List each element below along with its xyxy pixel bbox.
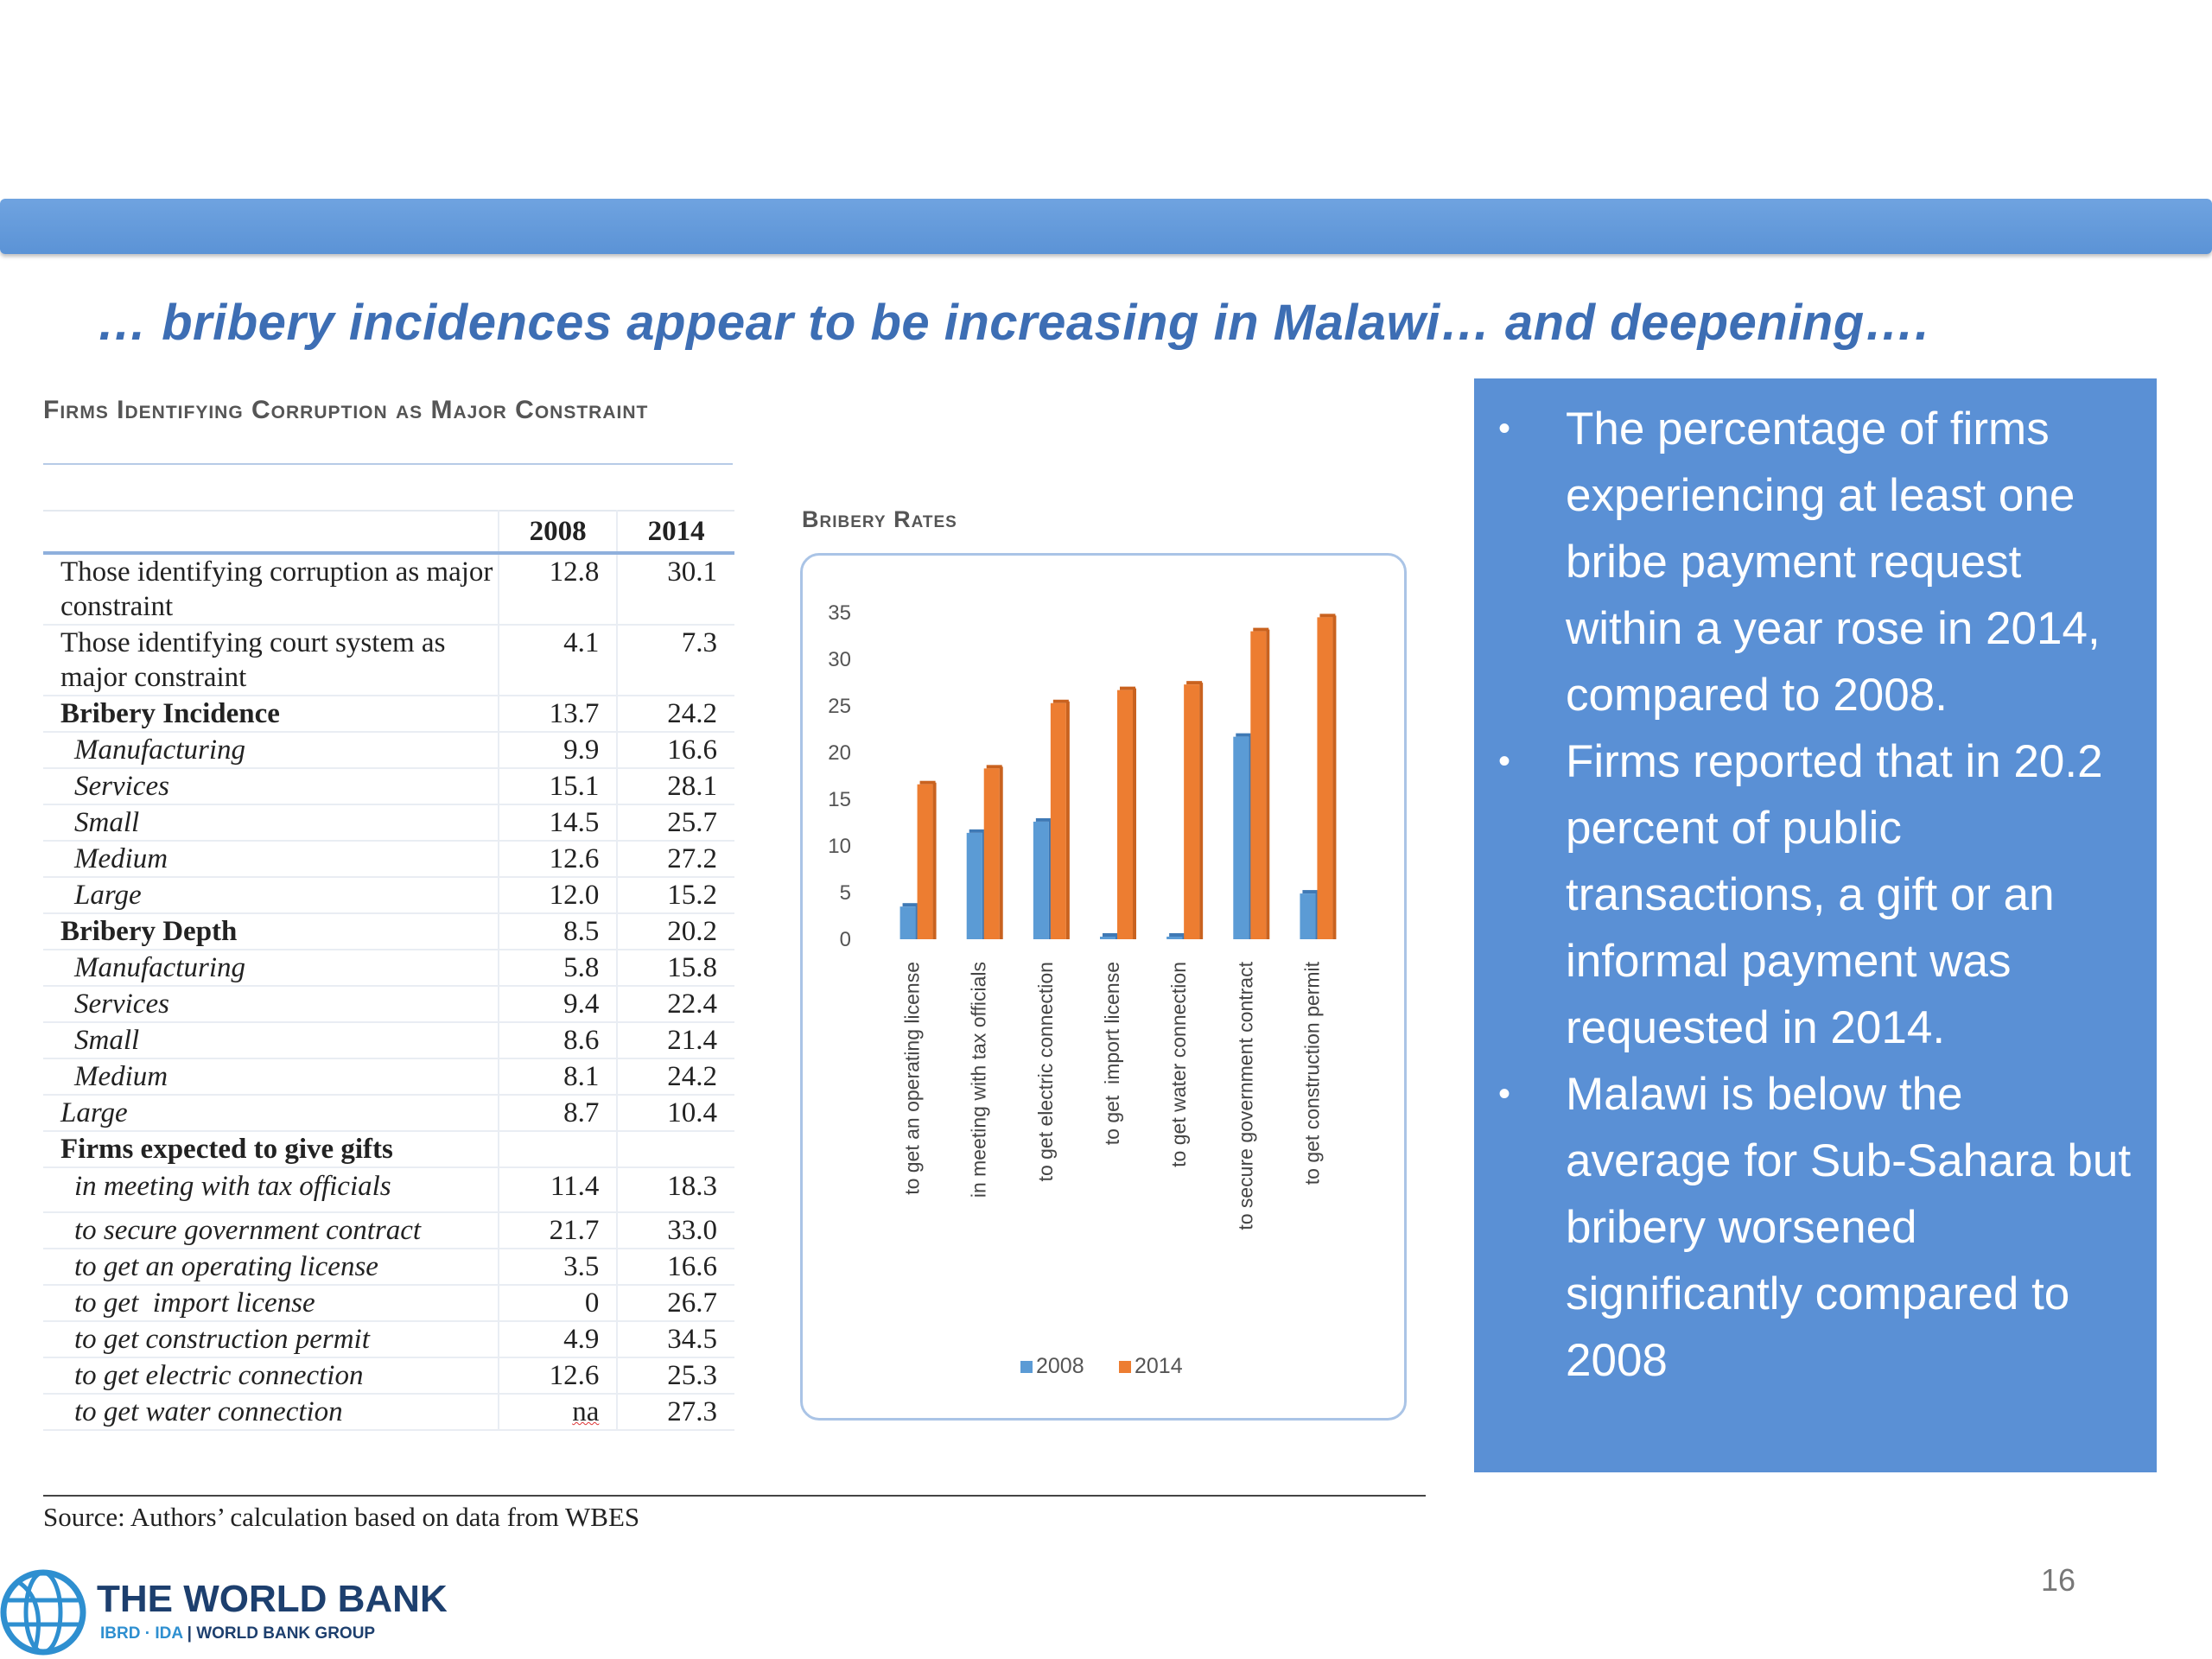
row-value-2008 [499, 1131, 617, 1167]
row-label: Those identifying court system as major constraint [43, 625, 499, 696]
y-tick-label: 0 [839, 928, 851, 951]
row-value-2014: 26.7 [617, 1285, 734, 1321]
row-value-2008: 8.5 [499, 913, 617, 950]
bar-2008 [1100, 937, 1116, 939]
y-tick-label: 10 [828, 835, 851, 858]
row-value-2008: 13.7 [499, 696, 617, 732]
table-header-2014: 2014 [617, 511, 734, 553]
table-row [43, 625, 734, 696]
row-label: in meeting with tax officials [43, 1167, 499, 1212]
x-category-label: to get an operating license [900, 962, 924, 1195]
corruption-table [43, 510, 734, 1431]
bar-2014 [1184, 684, 1199, 939]
row-label: Large [43, 1095, 499, 1131]
table-title: Firms Identifying Corruption as Major Constraint [43, 396, 649, 424]
bar-side-2014 [1133, 689, 1136, 939]
row-value-2014 [617, 1131, 734, 1167]
row-value-2008: 0 [499, 1285, 617, 1321]
y-tick-label: 30 [828, 648, 851, 671]
row-value-2014: 25.7 [617, 804, 734, 841]
row-label: Firms expected to give gifts [43, 1131, 499, 1167]
table-row [43, 696, 734, 732]
legend-swatch-2008 [1020, 1361, 1033, 1373]
row-value-2014: 25.3 [617, 1357, 734, 1394]
row-value-2014: 24.2 [617, 1058, 734, 1095]
bullet-icon: • [1498, 410, 1511, 448]
row-label: to secure government contract [43, 1212, 499, 1249]
bar-2008 [900, 906, 916, 939]
summary-bullet [1474, 728, 2139, 1061]
row-value-2014: 21.4 [617, 1022, 734, 1058]
source-note: Source: Authors’ calculation based on data from WBES [43, 1502, 640, 1532]
row-label: Bribery Depth [43, 913, 499, 950]
row-label: Services [43, 986, 499, 1022]
bullet-text: The percentage of firms experiencing at least one bribe payment request within a year rose in 2014, compared to 2008. [1566, 404, 2101, 721]
x-category-label: to get construction permit [1300, 962, 1324, 1185]
row-value-2014: 22.4 [617, 986, 734, 1022]
row-value-2014: 20.2 [617, 913, 734, 950]
logo-name: THE WORLD BANK [97, 1578, 448, 1620]
bullet-text: Malawi is below the average for Sub-Sahara but bribery worsened significantly compared to 2008 [1566, 1069, 2132, 1386]
row-label: Medium [43, 841, 499, 877]
row-value-2014: 28.1 [617, 768, 734, 804]
row-label: Medium [43, 1058, 499, 1095]
row-label: Bribery Incidence [43, 696, 499, 732]
summary-panel [1474, 378, 2157, 1472]
summary-bullet [1474, 1061, 2139, 1394]
bar-2008 [1300, 893, 1315, 939]
row-value-2008: 15.1 [499, 768, 617, 804]
x-category-label: to get water connection [1167, 962, 1191, 1167]
slide-headline: … bribery incidences appear to be increasing in Malawi… and deepening…. [97, 295, 1929, 351]
table-header-2008: 2008 [499, 511, 617, 553]
row-label: to get construction permit [43, 1321, 499, 1357]
logo-sub-prefix: IBRD · IDA [100, 1624, 183, 1643]
row-value-2008: 12.0 [499, 877, 617, 913]
table-row [43, 1167, 734, 1212]
x-category-label: to get electric connection [1033, 962, 1057, 1182]
row-value-2014: 18.3 [617, 1167, 734, 1212]
bribery-rates-chart [803, 556, 1404, 1418]
table-row [43, 804, 734, 841]
table-row [43, 1357, 734, 1394]
table-row [43, 841, 734, 877]
bullet-icon: • [1498, 742, 1511, 780]
table-row [43, 1285, 734, 1321]
table-row [43, 1212, 734, 1249]
bar-side-2014 [1332, 615, 1336, 939]
row-value-2008: 9.9 [499, 732, 617, 768]
bar-side-2014 [1066, 702, 1070, 939]
table-row [43, 877, 734, 913]
row-value-2008: 4.1 [499, 625, 617, 696]
row-value-2008: 21.7 [499, 1212, 617, 1249]
row-value-2008-cell [499, 1394, 617, 1430]
header-band [0, 199, 2212, 254]
table-header-row [43, 511, 734, 553]
row-value-2014: 15.2 [617, 877, 734, 913]
x-category-label: to secure government contract [1234, 962, 1257, 1230]
row-value-2014: 30.1 [617, 553, 734, 625]
bar-2008 [1033, 822, 1049, 939]
summary-list [1474, 378, 2157, 1394]
table-header-label [43, 511, 499, 553]
y-tick-label: 5 [839, 881, 851, 905]
table-row [43, 1131, 734, 1167]
world-bank-globe-icon [0, 1566, 95, 1659]
row-label: to get an operating license [43, 1249, 499, 1285]
row-value-2008: 5.8 [499, 950, 617, 986]
row-value-2014: 34.5 [617, 1321, 734, 1357]
row-label: to get import license [43, 1285, 499, 1321]
bar-2008 [1233, 737, 1249, 939]
row-label: Large [43, 877, 499, 913]
y-tick-label: 15 [828, 788, 851, 811]
row-value-2014: 16.6 [617, 732, 734, 768]
row-value-2014: 16.6 [617, 1249, 734, 1285]
bar-2014 [1051, 703, 1066, 939]
bar-2008 [967, 833, 982, 939]
bar-2014 [1117, 690, 1133, 939]
table-row [43, 1394, 734, 1430]
table-row [43, 913, 734, 950]
x-category-label: to get import license [1101, 962, 1123, 1146]
row-value-2014: 7.3 [617, 625, 734, 696]
bullet-text: Firms reported that in 20.2 percent of public transactions, a gift or an informal payment was requested in 2014. [1566, 736, 2103, 1053]
row-value-2008: 8.1 [499, 1058, 617, 1095]
table-row [43, 553, 734, 625]
bar-side-2014 [1199, 683, 1203, 939]
bar-2014 [1317, 617, 1332, 939]
x-category-label: in meeting with tax officials [967, 962, 990, 1198]
row-value-2008: 4.9 [499, 1321, 617, 1357]
row-value-2014: 27.2 [617, 841, 734, 877]
row-value-2014: 24.2 [617, 696, 734, 732]
row-value-2008: 12.6 [499, 1357, 617, 1394]
summary-bullet [1474, 396, 2139, 728]
logo-sub-suffix: | WORLD BANK GROUP [187, 1624, 376, 1643]
row-value-2008: 14.5 [499, 804, 617, 841]
bribery-chart-frame [800, 553, 1407, 1421]
row-label: Services [43, 768, 499, 804]
y-tick-label: 25 [828, 695, 851, 718]
row-value-2008: na [572, 1396, 600, 1427]
bar-side-2014 [1000, 766, 1003, 939]
table-row [43, 1249, 734, 1285]
logo-subtitle [100, 1624, 375, 1643]
row-value-2014: 15.8 [617, 950, 734, 986]
bar-2008 [1166, 937, 1182, 939]
row-value-2008: 3.5 [499, 1249, 617, 1285]
chart-title: Bribery Rates [802, 506, 957, 532]
bar-side-2014 [1266, 630, 1269, 939]
legend-swatch-2014 [1119, 1361, 1131, 1373]
table-row [43, 1321, 734, 1357]
row-label: to get electric connection [43, 1357, 499, 1394]
row-value-2008: 12.6 [499, 841, 617, 877]
source-rule [43, 1495, 1426, 1497]
row-label: Small [43, 1022, 499, 1058]
row-value-2008: 11.4 [499, 1167, 617, 1212]
row-label: Small [43, 804, 499, 841]
row-label: Those identifying corruption as major constraint [43, 553, 499, 625]
table-row [43, 950, 734, 986]
legend-label: 2008 [1036, 1354, 1084, 1378]
bar-2014 [984, 768, 1000, 939]
legend-label: 2014 [1135, 1354, 1183, 1378]
bar-side-2014 [933, 783, 937, 939]
bar-2014 [918, 785, 933, 939]
table-row [43, 1095, 734, 1131]
row-value-2014: 33.0 [617, 1212, 734, 1249]
table-row [43, 1022, 734, 1058]
table-row [43, 986, 734, 1022]
table-row [43, 732, 734, 768]
table-row [43, 768, 734, 804]
row-value-2008: 8.6 [499, 1022, 617, 1058]
row-label: Manufacturing [43, 732, 499, 768]
row-value-2008: 8.7 [499, 1095, 617, 1131]
row-label: Manufacturing [43, 950, 499, 986]
row-value-2008: 9.4 [499, 986, 617, 1022]
bullet-icon: • [1498, 1075, 1511, 1113]
page-number: 16 [2041, 1562, 2076, 1598]
row-value-2008: 12.8 [499, 553, 617, 625]
table-title-rule [43, 463, 733, 465]
row-value-2014: 10.4 [617, 1095, 734, 1131]
row-value-2014: 27.3 [617, 1394, 734, 1430]
y-tick-label: 20 [828, 741, 851, 765]
bar-2014 [1250, 632, 1266, 939]
table-row [43, 1058, 734, 1095]
y-tick-label: 35 [828, 601, 851, 625]
row-label: to get water connection [43, 1394, 499, 1430]
